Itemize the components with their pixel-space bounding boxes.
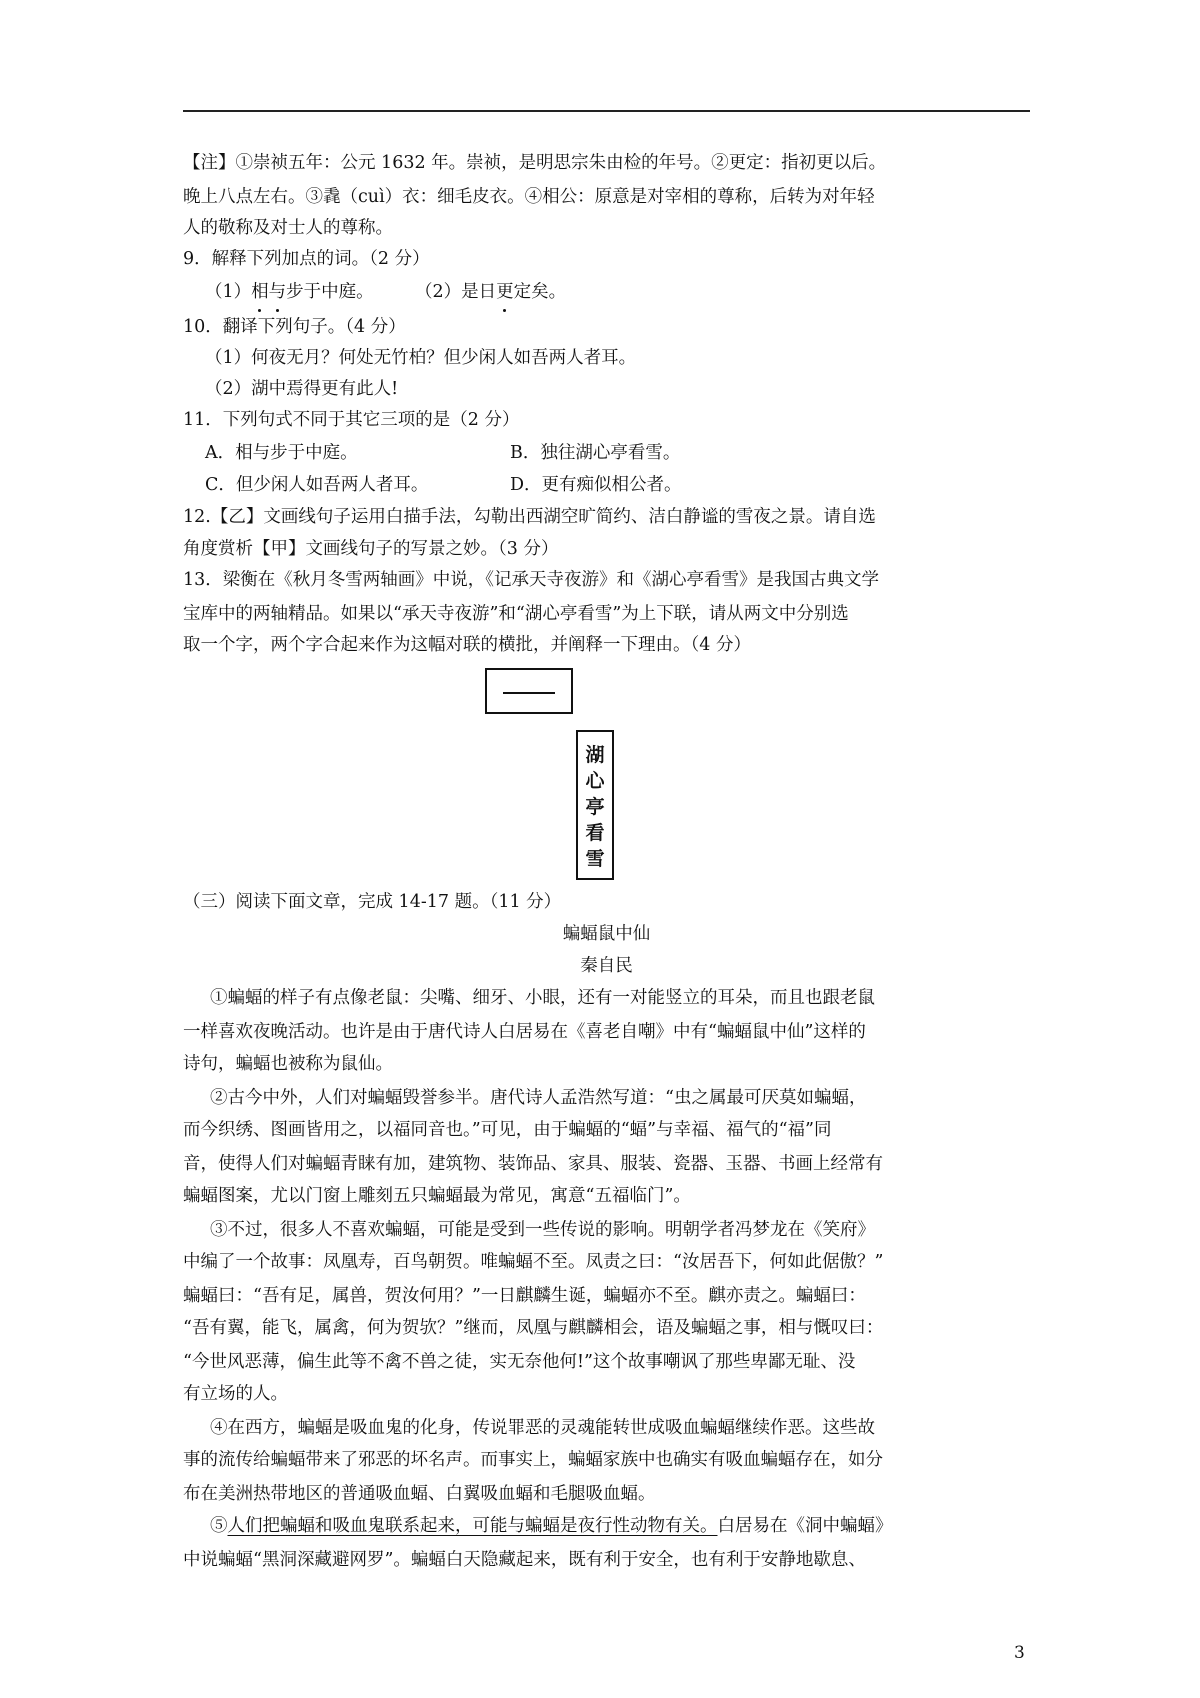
paragraph-3-line-2: 中编了一个故事：凤凰寿，百鸟朝贺。唯蝙蝠不至。凤责之曰：“汝居吾下，何如此倨傲？” <box>183 1252 884 1272</box>
option-a: A．相与步于中庭。 <box>205 443 358 463</box>
option-c: C．但少闲人如吾两人者耳。 <box>205 475 429 495</box>
question-12-line-2: 角度赏析【甲】文画线句子的写景之妙。（3 分） <box>183 539 559 559</box>
note-line-3: 人的敬称及对士人的尊称。 <box>183 218 393 238</box>
question-10-stem: 10．翻译下列句子。（4 分） <box>183 317 406 337</box>
dotted-word-yu: 与 <box>269 279 287 305</box>
paragraph-5-line-2: 中说蝙蝠“黑洞深藏避网罗”。蝙蝠白天隐藏起来，既有利于安全，也有利于安静地歇息、 <box>183 1550 866 1570</box>
paragraph-3-line-6: 有立场的人。 <box>183 1384 288 1404</box>
note-line-1: 【注】①崇祯五年：公元 1632 年。崇祯，是明思宗朱由检的年号。②更定：指初更以后。 <box>183 153 887 173</box>
q9-item-1-rest: 步于中庭。 <box>286 282 374 302</box>
couplet-character: 亭 <box>585 796 605 818</box>
couplet-character: 心 <box>585 770 605 792</box>
horizontal-scroll-answer-box <box>485 668 573 714</box>
paragraph-1-line-1: ①蝙蝠的样子有点像老鼠：尖嘴、细牙、小眼，还有一对能竖立的耳朵，而且也跟老鼠 <box>210 988 875 1008</box>
paragraph-3-line-3: 蝙蝠曰：“吾有足，属兽，贺汝何用？”一日麒麟生诞，蝙蝠亦不至。麒亦责之。蝙蝠曰： <box>183 1286 866 1306</box>
paragraph-5-line-1 <box>210 1513 893 1539</box>
couplet-text <box>578 742 612 872</box>
article-author: 秦自民 <box>580 956 633 976</box>
underlined-sentence: 人们把蝙蝠和吸血鬼联系起来，可能与蝙蝠是夜行性动物有关。 <box>227 1516 718 1536</box>
page-number: 3 <box>1014 1643 1025 1663</box>
paragraph-3-line-1: ③不过，很多人不喜欢蝙蝠，可能是受到一些传说的影响。明朝学者冯梦龙在《笑府》 <box>210 1220 875 1240</box>
paragraph-3-line-4: “吾有翼，能飞，属禽，何为贺欤？”继而，凤凰与麒麟相会，语及蝙蝠之事，相与慨叹曰： <box>183 1318 884 1338</box>
question-13-line-2: 宝库中的两轴精品。如果以“承天寺夜游”和“湖心亭看雪”为上下联，请从两文中分别选 <box>183 604 849 624</box>
couplet-character: 看 <box>585 822 605 844</box>
q9-item-2-rest: 定矣。 <box>513 282 567 302</box>
paragraph-2-line-4: 蝙蝠图案，尤以门窗上雕刻五只蝙蝠最为常见，寓意“五福临门”。 <box>183 1186 691 1206</box>
question-13-line-1: 13．梁衡在《秋月冬雪两轴画》中说，《记承天寺夜游》和《湖心亭看雪》是我国古典文学 <box>183 570 880 590</box>
paragraph-5-marker: ⑤ <box>210 1516 228 1536</box>
article-title: 蝙蝠鼠中仙 <box>562 924 651 944</box>
question-12-line-1: 12.【乙】文画线句子运用白描手法，勾勒出西湖空旷简约、洁白静谧的雪夜之景。请自选 <box>183 507 876 527</box>
answer-blank <box>503 692 555 694</box>
couplet-character: 雪 <box>585 848 605 870</box>
question-9-stem: 9．解释下列加点的词。（2 分） <box>183 249 430 269</box>
paragraph-3-line-5: “今世风恶薄，偏生此等不禽不兽之徒，实无奈他何!”这个故事嘲讽了那些卑鄙无耻、没 <box>183 1352 856 1372</box>
option-b: B．独往湖心亭看雪。 <box>510 443 681 463</box>
couplet-vertical-box <box>576 730 614 880</box>
q9-item-2-prefix: （2）是日 <box>415 282 497 302</box>
question-10-sentence-2: （2）湖中焉得更有此人! <box>205 379 399 399</box>
paragraph-1-line-2: 一样喜欢夜晚活动。也许是由于唐代诗人白居易在《喜老自嘲》中有“蝙蝠鼠中仙”这样的 <box>183 1022 866 1042</box>
section-3-heading: （三）阅读下面文章，完成 14-17 题。（11 分） <box>183 892 562 912</box>
question-11-stem: 11．下列句式不同于其它三项的是（2 分） <box>183 410 520 430</box>
dotted-word-geng: 更 <box>496 279 514 305</box>
dotted-word-xiang: 相 <box>251 279 269 305</box>
paragraph-1-line-3: 诗句，蝙蝠也被称为鼠仙。 <box>183 1054 393 1074</box>
q9-item-1-prefix: （1） <box>205 282 252 302</box>
note-line-2: 晚上八点左右。③毳（cuì）衣：细毛皮衣。④相公：原意是对宰相的尊称，后转为对年轻 <box>183 187 875 207</box>
option-d: D．更有痴似相公者。 <box>510 475 682 495</box>
couplet-character: 湖 <box>585 744 605 766</box>
paragraph-2-line-2: 而今织绣、图画皆用之，以福同音也。”可见，由于蝙蝠的“蝠”与幸福、福气的“福”同 <box>183 1120 832 1140</box>
paragraph-2-line-3: 音，使得人们对蝙蝠青睐有加，建筑物、装饰品、家具、服装、瓷器、玉器、书画上经常有 <box>183 1154 883 1174</box>
question-13-line-3: 取一个字，两个字合起来作为这幅对联的横批，并阐释一下理由。（4 分） <box>183 635 751 655</box>
paragraph-4-line-1: ④在西方，蝙蝠是吸血鬼的化身，传说罪恶的灵魂能转世成吸血蝙蝠继续作恶。这些故 <box>210 1418 875 1438</box>
paragraph-4-line-3: 布在美洲热带地区的普通吸血蝠、白翼吸血蝠和毛腿吸血蝠。 <box>183 1484 656 1504</box>
paragraph-4-line-2: 事的流传给蝙蝠带来了邪恶的坏名声。而事实上，蝙蝠家族中也确实有吸血蝙蝠存在，如分 <box>183 1450 883 1470</box>
question-9-item-1 <box>205 279 374 305</box>
question-10-sentence-1: （1）何夜无月？何处无竹柏？但少闲人如吾两人者耳。 <box>205 348 637 368</box>
paragraph-2-line-1: ②古今中外，人们对蝙蝠毁誉参半。唐代诗人孟浩然写道：“虫之属最可厌莫如蝙蝠， <box>210 1088 867 1108</box>
paragraph-5-rest: 白居易在《洞中蝙蝠》 <box>717 1516 893 1536</box>
header-rule <box>183 110 1030 112</box>
question-9-item-2 <box>415 279 566 305</box>
